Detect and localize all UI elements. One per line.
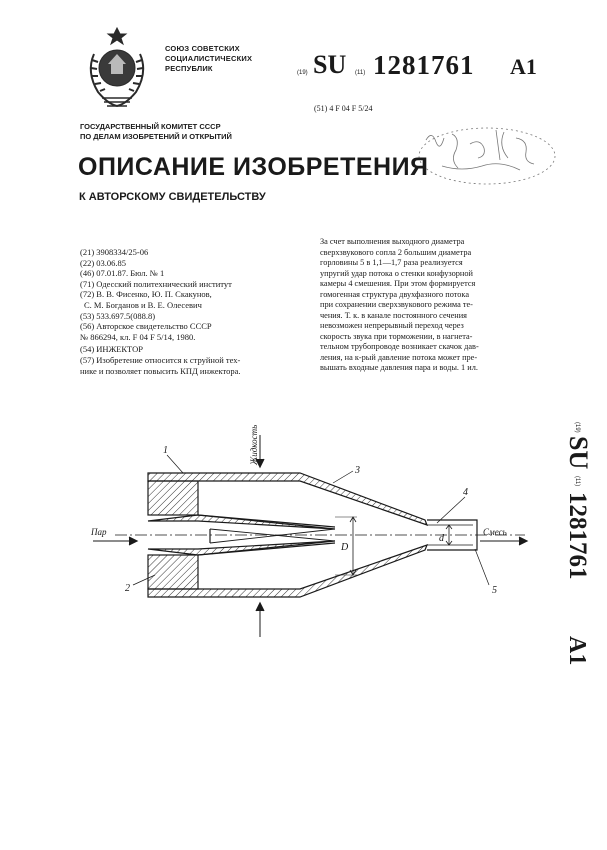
label-2: 2 (125, 583, 130, 594)
text-line: чения. Т. к. в канале постоянного сечения (320, 310, 467, 320)
vertical-code-11: (11) (574, 476, 580, 487)
invention-title: (54) ИНЖЕКТОР (80, 344, 143, 355)
vertical-number: 1281761 (564, 492, 591, 580)
bibliographic-data (80, 247, 310, 376)
text-line: упругий удар потока о стенки конфузорной (320, 268, 473, 278)
biblio-line: (72) В. В. Фисенко, Ю. П. Скакунов, (80, 289, 212, 300)
vertical-country: SU (564, 436, 593, 470)
label-mixture: Смесь (483, 527, 507, 537)
biblio-line: С. М. Богданов и В. Е. Олесевич (84, 299, 202, 310)
label-4: 4 (463, 487, 468, 498)
text-line: невозможен непрерывный переход через (320, 321, 464, 330)
committee-line-1: ГОСУДАРСТВЕННЫЙ КОМИТЕТ СССР (80, 122, 221, 131)
abstract-continuation (320, 237, 556, 374)
label-1: 1 (163, 445, 168, 456)
text-line: вышать входные давления пара и воды. 1 ил. (320, 363, 478, 372)
text-line: За счет выполнения выходного диаметра (320, 237, 465, 246)
label-3: 3 (355, 465, 360, 476)
biblio-line: (53) 533.697.5(088.8) (80, 310, 156, 321)
text-line: при сохранении сверхзвукового режима те- (320, 300, 473, 309)
vertical-kind: A1 (564, 636, 590, 666)
code-19: (19) (297, 70, 308, 76)
text-line: скорость звука при торможении, в нагнета- (320, 331, 473, 341)
state-line-1: СОЮЗ СОВЕТСКИХ (165, 44, 240, 53)
text-line: ления, на к-рый давление потока может пре- (320, 352, 478, 362)
text-line: гомогенная структура двухфазного потока (320, 289, 470, 299)
patent-number: 1281761 (373, 50, 475, 80)
text-line: тельном трубопроводе возникает скачок дав- (320, 342, 479, 351)
ussr-emblem-icon (82, 24, 152, 110)
biblio-line: (22) 03.06.85 (80, 257, 127, 268)
code-11: (11) (355, 70, 366, 76)
biblio-line: (46) 07.01.87. Бюл. № 1 (80, 268, 165, 279)
label-steam: Пар (91, 527, 107, 537)
abstract-line: (57) Изобретение относится к струйной тех- (80, 354, 241, 365)
injector-drawing (85, 425, 530, 645)
ipc-classification: (51) 4 F 04 F 5/24 (314, 104, 373, 113)
label-5: 5 (492, 585, 497, 596)
biblio-line: (56) Авторское свидетельство СССР (80, 321, 212, 332)
document-subtitle: К АВТОРСКОМУ СВИДЕТЕЛЬСТВУ (79, 191, 266, 203)
state-line-2: СОЦИАЛИСТИЧЕСКИХ (165, 54, 253, 63)
vertical-code-19: (19) (574, 422, 580, 433)
committee-line-2: ПО ДЕЛАМ ИЗОБРЕТЕНИЙ И ОТКРЫТИЙ (80, 132, 232, 141)
vertical-patent-mark (522, 420, 607, 700)
biblio-line: № 866294, кл. F 04 F 5/14, 1980. (80, 331, 196, 342)
abstract-line: нике и позволяет повысить КПД инжектора. (80, 365, 241, 376)
label-diameter-D: D (341, 542, 349, 553)
country-code: SU (313, 50, 347, 79)
state-line-3: РЕСПУБЛИК (165, 64, 213, 73)
library-stamp-icon (412, 122, 562, 190)
label-diameter-d: d (439, 533, 444, 544)
text-line: горловины 5 в 1,1—1,7 раза реализуется (320, 258, 463, 267)
text-line: камеры 4 смешения. При этом формируется (320, 279, 476, 288)
label-liquid: Жидкость (249, 425, 259, 465)
document-title: ОПИСАНИЕ ИЗОБРЕТЕНИЯ (78, 153, 429, 181)
biblio-line: (71) Одесский политехнический институт (80, 278, 232, 289)
kind-code: A1 (510, 54, 537, 79)
biblio-line: (21) 3908334/25-06 (80, 247, 149, 257)
text-line: сверхзвукового сопла 2 большим диаметра (320, 247, 472, 257)
